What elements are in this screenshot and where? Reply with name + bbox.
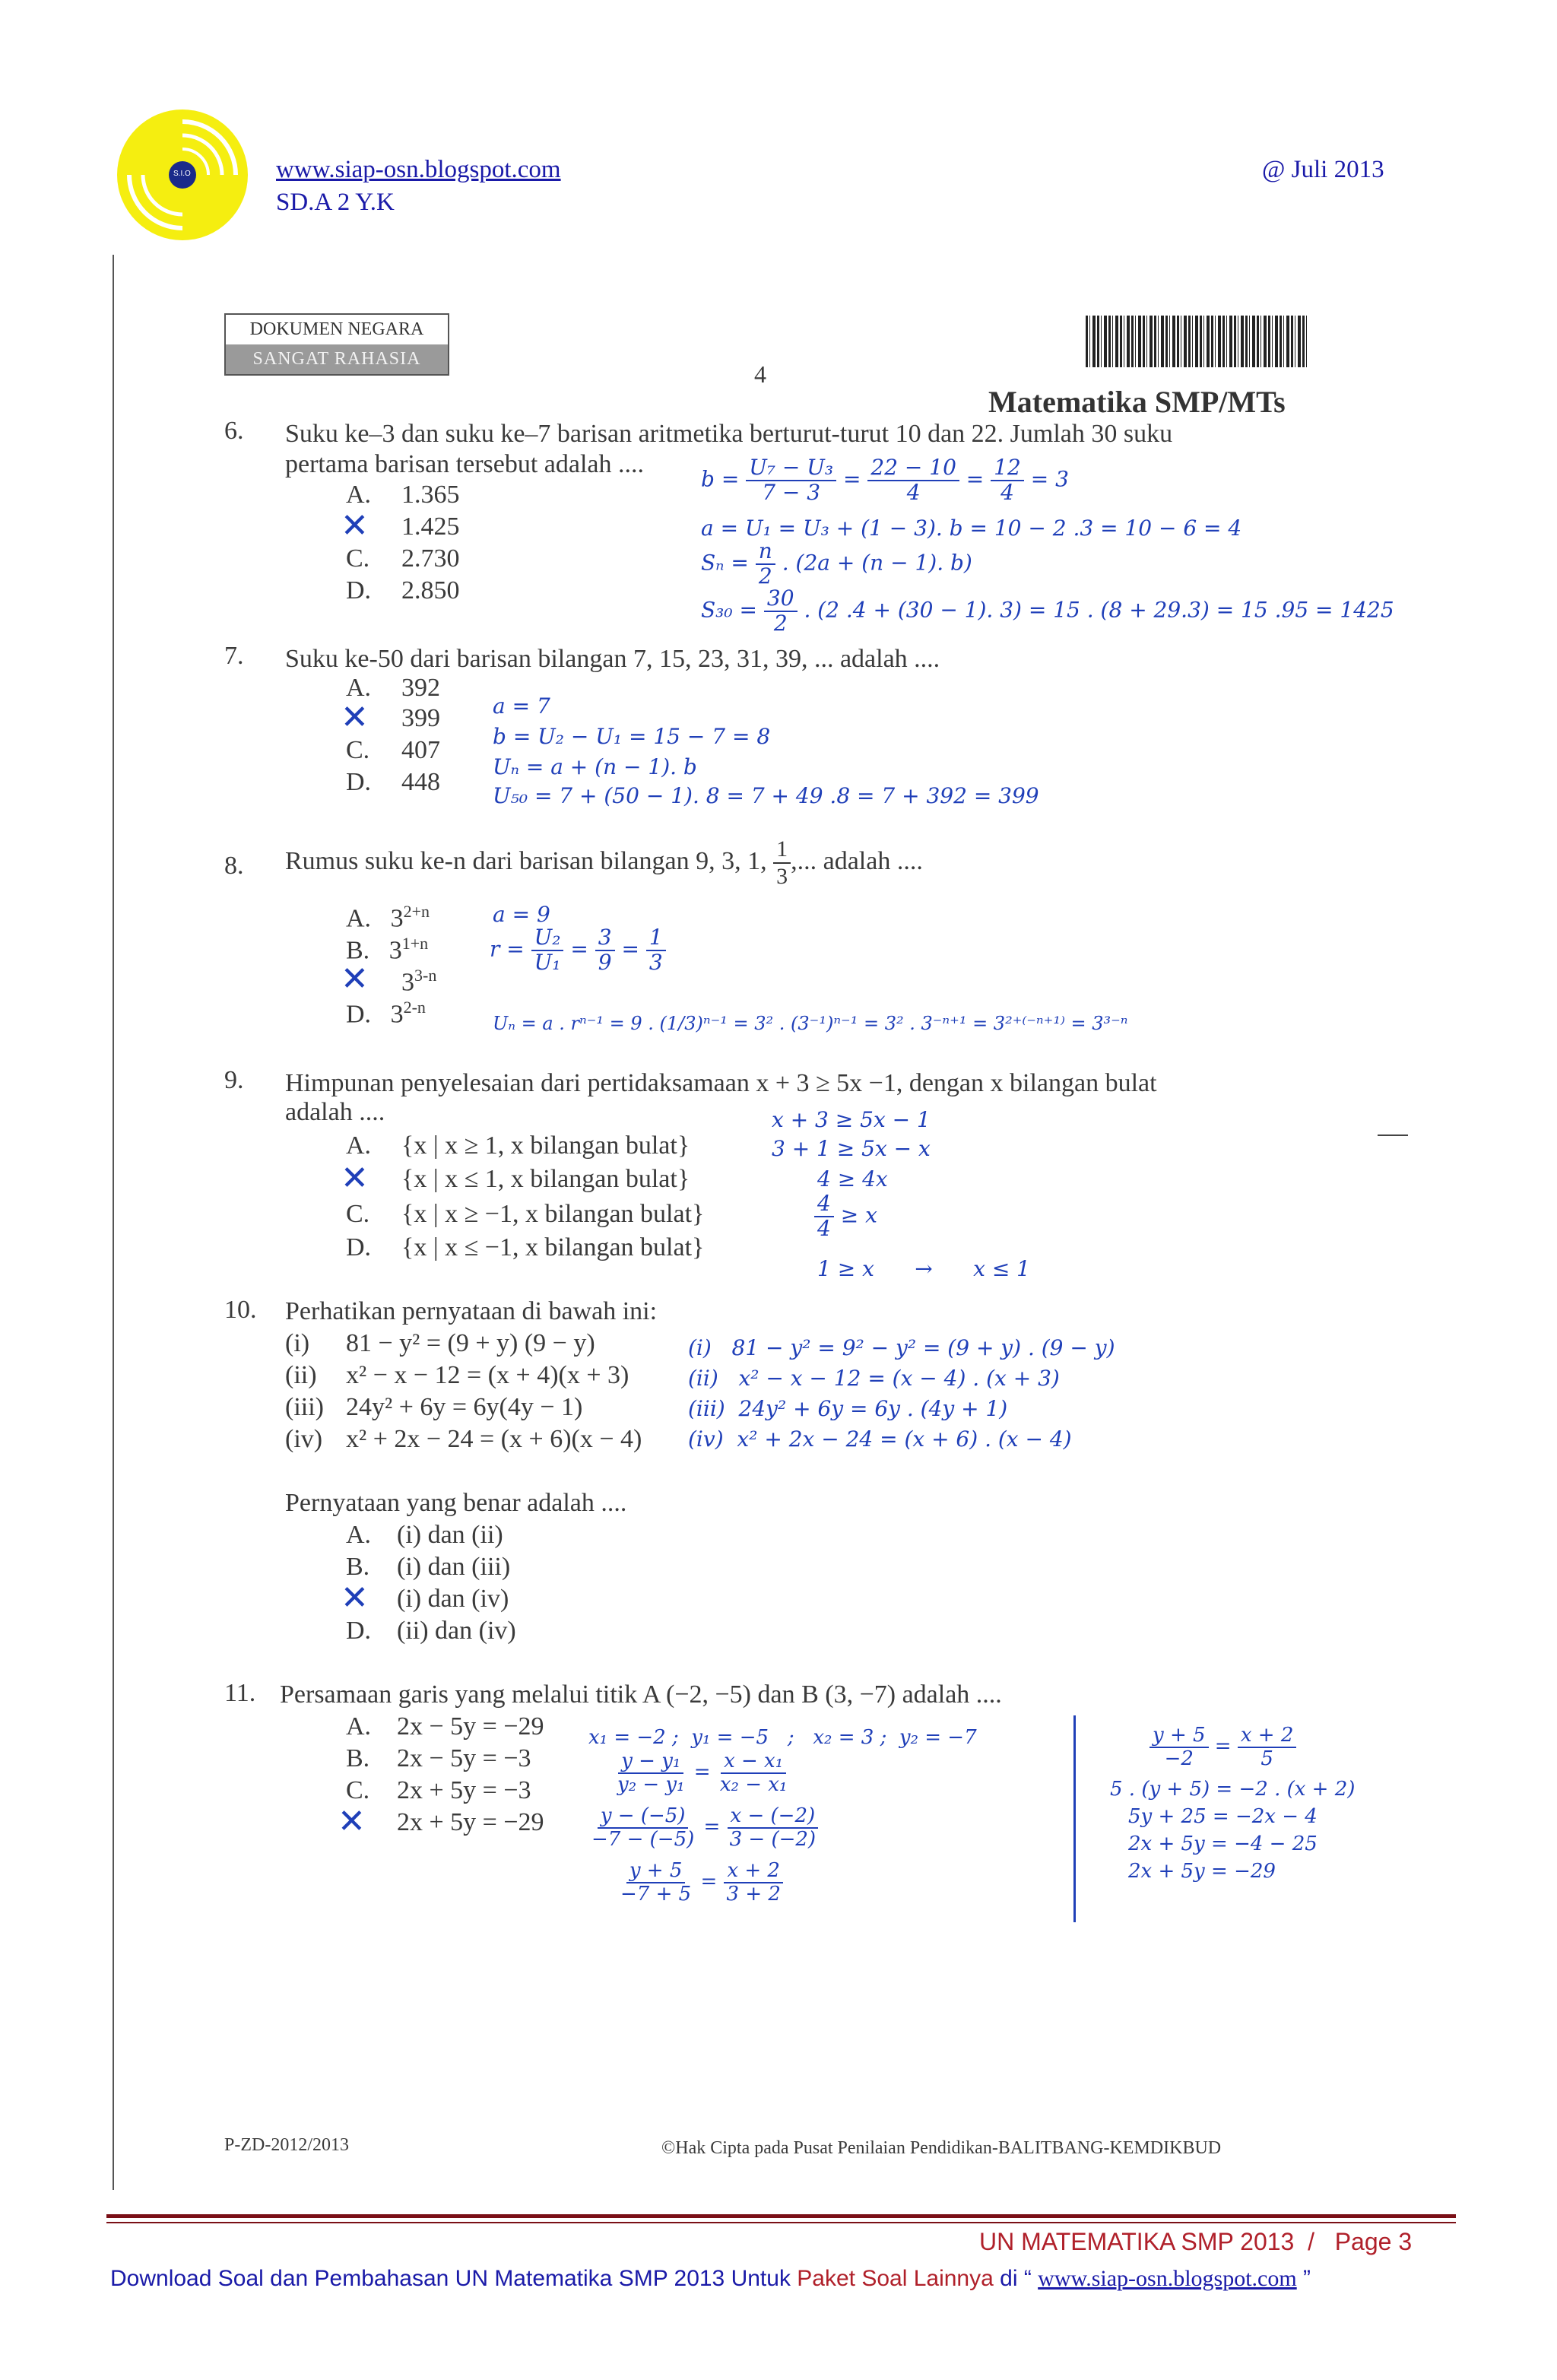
exam-subject: Matematika SMP/MTs	[988, 385, 1286, 419]
q11-work-left-frac-3: $\frac{y + 5}{-7 + 5}$ = $\frac{x + 2}{3 + 2}$	[617, 1860, 784, 1905]
q11-work-right-frac-1: $\frac{y + 5}{-2}$ = $\frac{x + 2}{5}$	[1150, 1725, 1296, 1769]
logo-text: S.I.O	[173, 170, 191, 178]
q9-work-line-3: 4 ≥ 4x	[817, 1166, 888, 1192]
q10-work-line-3: (iii) 24y² + 6y = 6y . (4y + 1)	[688, 1396, 1008, 1421]
q10-work-line-4: (iv) x² + 2x − 24 = (x + 6) . (x − 4)	[688, 1426, 1072, 1452]
site-logo	[114, 106, 251, 243]
q6-option-a-text[interactable]: 1.365	[401, 481, 460, 509]
q10-statement-4: (iv) x² + 2x − 24 = (x + 6)(x − 4)	[285, 1425, 642, 1453]
work-divider-line	[1073, 1715, 1076, 1922]
q9-text-1: Himpunan penyelesaian dari pertidaksamaan x + 3 ≥ 5x −1, dengan x bilangan bulat	[285, 1069, 1157, 1097]
exam-page-number: 4	[754, 360, 766, 388]
q10-option-c-text[interactable]: (i) dan (iv)	[397, 1585, 509, 1613]
q8-option-c[interactable]: 3$^{3-n}$	[401, 966, 437, 997]
q11-option-a-label: A.	[346, 1712, 372, 1741]
margin-dash	[1378, 1134, 1408, 1136]
q11-answer-mark-icon: ✕	[338, 1802, 366, 1841]
q8-option-b[interactable]: B. $3^{1+n}$	[346, 934, 429, 965]
q9-option-d-label: D.	[346, 1233, 372, 1261]
footer-title: UN MATEMATIKA SMP 2013 / Page 3	[979, 2228, 1413, 2255]
q11-work-left-frac-1: $\frac{\text{y − y₁}}{\text{y₂ − y₁}}$ = $\frac{\text{x − x₁}}{\text{x₂ − x₁}}$	[617, 1750, 788, 1796]
q7-option-c-label: C.	[346, 736, 370, 764]
header-site-link[interactable]: www.siap-osn.blogspot.com	[276, 156, 561, 183]
q7-option-d-label: D.	[346, 768, 372, 796]
q8-answer-mark-icon: ✕	[341, 960, 369, 998]
footer-download-text: Download Soal dan Pembahasan UN Matematika SMP 2013 Untuk	[110, 2266, 798, 2291]
q10-answer-mark-icon: ✕	[341, 1579, 369, 1617]
q11-work-left-frac-2: $\frac{y - (-5)}{-7 - (-5)}$ = $\frac{x - (-2)}{3 - (-2)}$	[588, 1805, 819, 1850]
q6-answer-mark-icon: ✕	[341, 506, 369, 545]
q11-work-right-line-2: 5 . (y + 5) = −2 . (x + 2)	[1110, 1778, 1356, 1801]
q6-option-d-label: D.	[346, 576, 372, 605]
q7-option-a-label: A.	[346, 674, 372, 702]
header-author: SD.A 2 Y.K	[276, 189, 395, 216]
footer-download-end: ”	[1296, 2266, 1311, 2291]
q7-option-a-text[interactable]: 392	[401, 674, 440, 702]
stamp-top: DOKUMEN NEGARA	[249, 319, 424, 339]
exam-code: P-ZD-2012/2013	[224, 2135, 349, 2155]
q9-option-c-text[interactable]: {x | x ≥ −1, x bilangan bulat}	[401, 1200, 705, 1228]
stamp-bottom: SANGAT RAHASIA	[226, 344, 448, 374]
q6-text-2: pertama barisan tersebut adalah ....	[285, 450, 645, 478]
footer-download	[110, 2266, 1311, 2292]
q7-work-line-4: U₅₀ = 7 + (50 − 1). 8 = 7 + 49 .8 = 7 + 392 = 399	[493, 783, 1039, 808]
q11-option-b-text[interactable]: 2x − 5y = −3	[397, 1744, 531, 1772]
footer-rule	[106, 2214, 1456, 2218]
q6-number: 6.	[224, 417, 244, 445]
q6-text-1: Suku ke–3 dan suku ke–7 barisan aritmetika berturut-turut 10 dan 22. Jumlah 30 suku	[285, 420, 1173, 448]
q7-option-c-text[interactable]: 407	[401, 736, 440, 764]
barcode	[1086, 316, 1308, 367]
q10-text-2: Pernyataan yang benar adalah ....	[285, 1489, 627, 1517]
exam-copyright: ©Hak Cipta pada Pusat Penilaian Pendidikan-BALITBANG-KEMDIKBUD	[661, 2138, 1222, 2158]
q9-number: 9.	[224, 1066, 244, 1094]
q9-work-line-2: 3 + 1 ≥ 5x − x	[772, 1136, 931, 1161]
q8-work-line-1: a = 9	[493, 902, 550, 927]
q9-work-line-5: 1 ≥ x → x ≤ 1	[817, 1256, 1030, 1281]
q10-work-line-1: (i) 81 − y² = 9² − y² = (9 + y) . (9 − y)	[688, 1335, 1115, 1360]
q9-work-line-4: $\frac{4}{4}$ ≥ x	[814, 1192, 877, 1241]
q7-text-1: Suku ke-50 dari barisan bilangan 7, 15, 23, 31, 39, ... adalah ....	[285, 645, 940, 673]
q8-number: 8.	[224, 852, 244, 880]
q10-text-1: Perhatikan pernyataan di bawah ini:	[285, 1297, 658, 1325]
q9-option-a-text[interactable]: {x | x ≥ 1, x bilangan bulat}	[401, 1131, 690, 1160]
q11-work-right-line-4: 2x + 5y = −4 − 25	[1128, 1833, 1318, 1855]
q6-option-d-text[interactable]: 2.850	[401, 576, 460, 605]
q10-option-d-text[interactable]: (ii) dan (iv)	[397, 1617, 516, 1645]
q11-option-c-label: C.	[346, 1776, 370, 1804]
q10-work-line-2: (ii) x² − x − 12 = (x − 4) . (x + 3)	[688, 1366, 1060, 1391]
footer-download-highlight: Paket Soal Lainnya	[797, 2266, 994, 2291]
q11-text-1: Persamaan garis yang melalui titik A (−2, −5) dan B (3, −7) adalah ....	[280, 1680, 1002, 1709]
footer-rule-thin	[106, 2222, 1456, 2223]
q8-text: Rumus suku ke-n dari barisan bilangan 9, 3, 1, $\frac{1}{3}$ ,... adalah ....	[285, 836, 923, 889]
q9-option-d-text[interactable]: {x | x ≤ −1, x bilangan bulat}	[401, 1233, 705, 1261]
q11-option-c-text[interactable]: 2x + 5y = −3	[397, 1776, 531, 1804]
q6-work-line-4: S₃₀ = $\frac{30}{2}$ . (2 .4 + (30 − 1). 3) = 15 . (8 + 29.3) = 15 .95 = 1425	[701, 585, 1394, 636]
header-date: @ Juli 2013	[1262, 156, 1384, 183]
q6-option-b-text[interactable]: 1.425	[401, 512, 460, 541]
q11-work-left-line-1: x₁ = −2 ; y₁ = −5 ; x₂ = 3 ; y₂ = −7	[588, 1726, 977, 1749]
q9-answer-mark-icon: ✕	[341, 1159, 369, 1198]
q8-option-d[interactable]: D. 3$^{2-n}$	[346, 998, 426, 1029]
q10-number: 10.	[224, 1296, 257, 1324]
q7-answer-mark-icon: ✕	[341, 698, 369, 737]
q8-work-line-2: r = $\frac{\text{U₂}}{\text{U₁}}$ = $\frac{3}{9}$ = $\frac{1}{3}$	[490, 926, 666, 975]
q11-option-a-text[interactable]: 2x − 5y = −29	[397, 1712, 544, 1741]
q10-statement-2: (ii) x² − x − 12 = (x + 4)(x + 3)	[285, 1361, 629, 1389]
q10-option-d-label: D.	[346, 1617, 372, 1645]
q10-option-a-label: A.	[346, 1521, 372, 1549]
q6-work-line-3: Sₙ = $\frac{n}{2}$ . (2a + (n − 1). b)	[701, 538, 972, 589]
q9-work-line-1: x + 3 ≥ 5x − 1	[772, 1107, 931, 1132]
q8-option-a[interactable]: A. $3^{2+n}$	[346, 902, 430, 933]
q11-option-b-label: B.	[346, 1744, 370, 1772]
scan-edge-line	[113, 255, 114, 2190]
q11-option-d-text[interactable]: 2x + 5y = −29	[397, 1808, 544, 1836]
q6-option-c-label: C.	[346, 544, 370, 573]
q6-work-line-1: b = $\frac{\text{U₇ − U₃}}{7 - 3}$ = $\frac{22 - 10}{4}$ = $\frac{12}{4}$ = 3	[701, 455, 1069, 505]
q10-option-b-text[interactable]: (i) dan (iii)	[397, 1553, 511, 1581]
q11-number: 11.	[224, 1679, 256, 1707]
q10-statement-1: (i) 81 − y² = (9 + y) (9 − y)	[285, 1329, 595, 1357]
q10-statement-3: (iii) 24y² + 6y = 6y(4y − 1)	[285, 1393, 583, 1421]
q7-number: 7.	[224, 642, 244, 670]
q11-work-right-line-5: 2x + 5y = −29	[1128, 1860, 1276, 1883]
footer-download-mid: di “	[993, 2266, 1039, 2291]
q9-text-2: adalah ....	[285, 1098, 385, 1126]
q6-work-line-2: a = U₁ = U₃ + (1 − 3). b = 10 − 2 .3 = 10 − 6 = 4	[701, 516, 1242, 541]
q10-option-b-label: B.	[346, 1553, 370, 1581]
q9-option-b-text[interactable]: {x | x ≤ 1, x bilangan bulat}	[401, 1165, 690, 1193]
q6-option-a-label: A.	[346, 481, 372, 509]
q9-option-c-label: C.	[346, 1200, 370, 1228]
q7-work-line-3: Uₙ = a + (n − 1). b	[493, 754, 697, 779]
q7-work-line-1: a = 7	[493, 693, 550, 719]
q9-option-a-label: A.	[346, 1131, 372, 1160]
q7-option-d-text[interactable]: 448	[401, 768, 440, 796]
document-stamp	[224, 313, 449, 376]
footer-site-link[interactable]: www.siap-osn.blogspot.com	[1038, 2266, 1297, 2291]
q7-work-line-2: b = U₂ − U₁ = 15 − 7 = 8	[493, 724, 771, 749]
q6-option-c-text[interactable]: 2.730	[401, 544, 460, 573]
q11-work-right-line-3: 5y + 25 = −2x − 4	[1128, 1805, 1318, 1828]
q10-option-a-text[interactable]: (i) dan (ii)	[397, 1521, 503, 1549]
q7-option-b-text[interactable]: 399	[401, 704, 440, 732]
q8-work-line-3: Uₙ = a . rⁿ⁻¹ = 9 . (1/3)ⁿ⁻¹ = 3² . (3⁻¹)ⁿ⁻¹ = 3² . 3⁻ⁿ⁺¹ = 3²⁺⁽⁻ⁿ⁺¹⁾ = 3³⁻ⁿ	[493, 1013, 1128, 1034]
